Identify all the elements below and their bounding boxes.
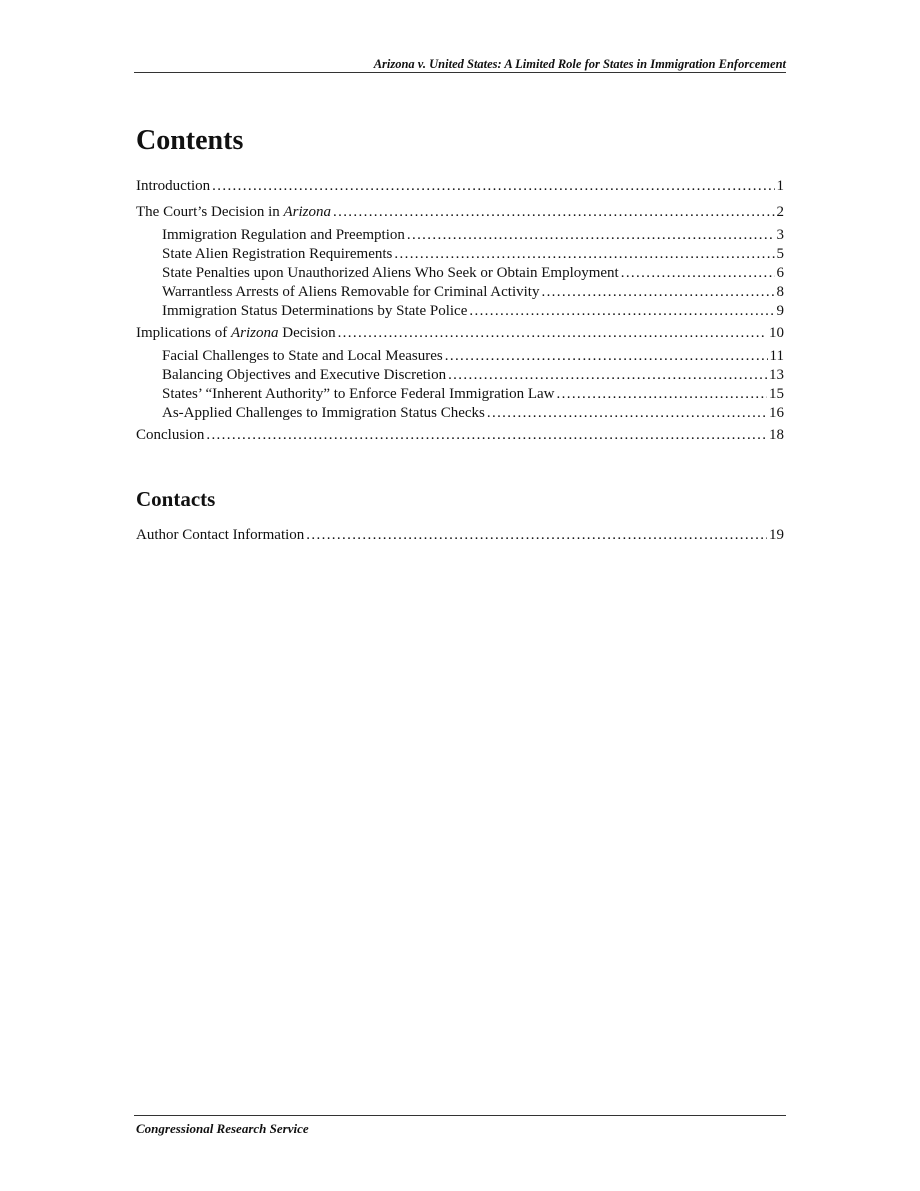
toc-title-text: Facial Challenges to State and Local Measures xyxy=(162,348,443,364)
toc-title-text: Decision xyxy=(278,325,336,341)
dot-leader xyxy=(541,283,774,301)
toc-page-number: 19 xyxy=(769,527,784,543)
toc-title-text: Author Contact Information xyxy=(136,527,305,543)
toc-entry-title xyxy=(136,177,210,195)
toc-title-italic: Arizona xyxy=(283,204,331,220)
toc-title-text: Conclusion xyxy=(136,427,205,443)
dot-leader xyxy=(333,203,775,221)
toc-entry[interactable] xyxy=(162,366,784,384)
toc-entry-title xyxy=(162,226,405,244)
toc-page-number: 1 xyxy=(776,178,784,194)
toc-page-number: 2 xyxy=(776,204,784,220)
toc-entry[interactable] xyxy=(136,426,784,444)
toc-entry-title xyxy=(162,347,443,365)
toc-title-text: The Court’s Decision in xyxy=(136,204,284,220)
toc-page-number: 10 xyxy=(769,325,784,341)
toc-entry-title xyxy=(136,203,331,221)
running-footer: Congressional Research Service xyxy=(136,1121,309,1136)
dot-leader xyxy=(407,226,775,244)
dot-leader xyxy=(394,245,774,263)
toc-entry-title xyxy=(162,366,446,384)
toc-entry-title xyxy=(162,283,539,301)
contents-heading: Contents xyxy=(136,125,244,156)
toc-entry-title xyxy=(162,302,467,320)
toc-entry-title xyxy=(162,264,619,282)
dot-leader xyxy=(206,426,767,444)
toc-page-number: 9 xyxy=(776,303,784,319)
toc-entry[interactable] xyxy=(162,245,784,263)
toc-title-text: State Alien Registration Requirements xyxy=(162,246,393,262)
dot-leader xyxy=(557,385,767,403)
toc-page-number: 6 xyxy=(776,265,784,281)
toc-entry[interactable] xyxy=(162,385,784,403)
toc-title-text: Warrantless Arrests of Aliens Removable for Criminal Activity xyxy=(162,284,540,300)
toc-entry[interactable] xyxy=(162,226,784,244)
running-header: Arizona v. United States: A Limited Role for States in Immigration Enforcement xyxy=(373,57,786,71)
toc-entry[interactable] xyxy=(136,203,784,221)
dot-leader xyxy=(445,347,768,365)
toc-title-text: Balancing Objectives and Executive Discretion xyxy=(162,367,447,383)
dot-leader xyxy=(338,324,767,342)
header-divider xyxy=(134,72,786,73)
toc-entry[interactable] xyxy=(162,264,784,282)
contacts-heading: Contacts xyxy=(136,487,216,511)
toc-title-text: Immigration Regulation and Preemption xyxy=(162,227,405,243)
dot-leader xyxy=(621,264,775,282)
toc-entry[interactable] xyxy=(162,404,784,422)
toc-entry-title xyxy=(136,426,204,444)
toc-entry-title xyxy=(162,385,555,403)
toc-entry-title xyxy=(162,404,485,422)
toc-page-number: 3 xyxy=(776,227,784,243)
dot-leader xyxy=(469,302,774,320)
toc-entry[interactable] xyxy=(136,177,784,195)
toc-entry-title xyxy=(162,245,392,263)
toc-entry[interactable] xyxy=(136,526,784,544)
toc-page-number: 8 xyxy=(776,284,784,300)
dot-leader xyxy=(487,404,767,422)
dot-leader xyxy=(212,177,774,195)
toc-title-text: State Penalties upon Unauthorized Aliens Who Seek or Obtain Employment xyxy=(162,265,619,281)
toc-entry-title xyxy=(136,324,336,342)
toc-page-number: 11 xyxy=(769,348,784,364)
toc-page-number: 15 xyxy=(769,386,784,402)
toc-title-text: As-Applied Challenges to Immigration Status Checks xyxy=(162,405,485,421)
toc-title-text: Introduction xyxy=(136,178,211,194)
dot-leader xyxy=(448,366,767,384)
toc-entry[interactable] xyxy=(162,283,784,301)
toc-page-number: 18 xyxy=(769,427,784,443)
toc-page-number: 5 xyxy=(776,246,784,262)
toc-page-number: 16 xyxy=(769,405,784,421)
toc-entry[interactable] xyxy=(162,347,784,365)
toc-title-text: Implications of xyxy=(136,325,231,341)
dot-leader xyxy=(306,526,767,544)
toc-page-number: 13 xyxy=(769,367,784,383)
toc-entry-title xyxy=(136,526,304,544)
toc-entry[interactable] xyxy=(162,302,784,320)
toc-title-text: Immigration Status Determinations by State Police xyxy=(162,303,468,319)
toc-title-italic: Arizona xyxy=(230,325,279,341)
footer-divider xyxy=(134,1115,786,1116)
toc-title-text: States’ “Inherent Authority” to Enforce Federal Immigration Law xyxy=(162,386,555,402)
toc-entry[interactable] xyxy=(136,324,784,342)
